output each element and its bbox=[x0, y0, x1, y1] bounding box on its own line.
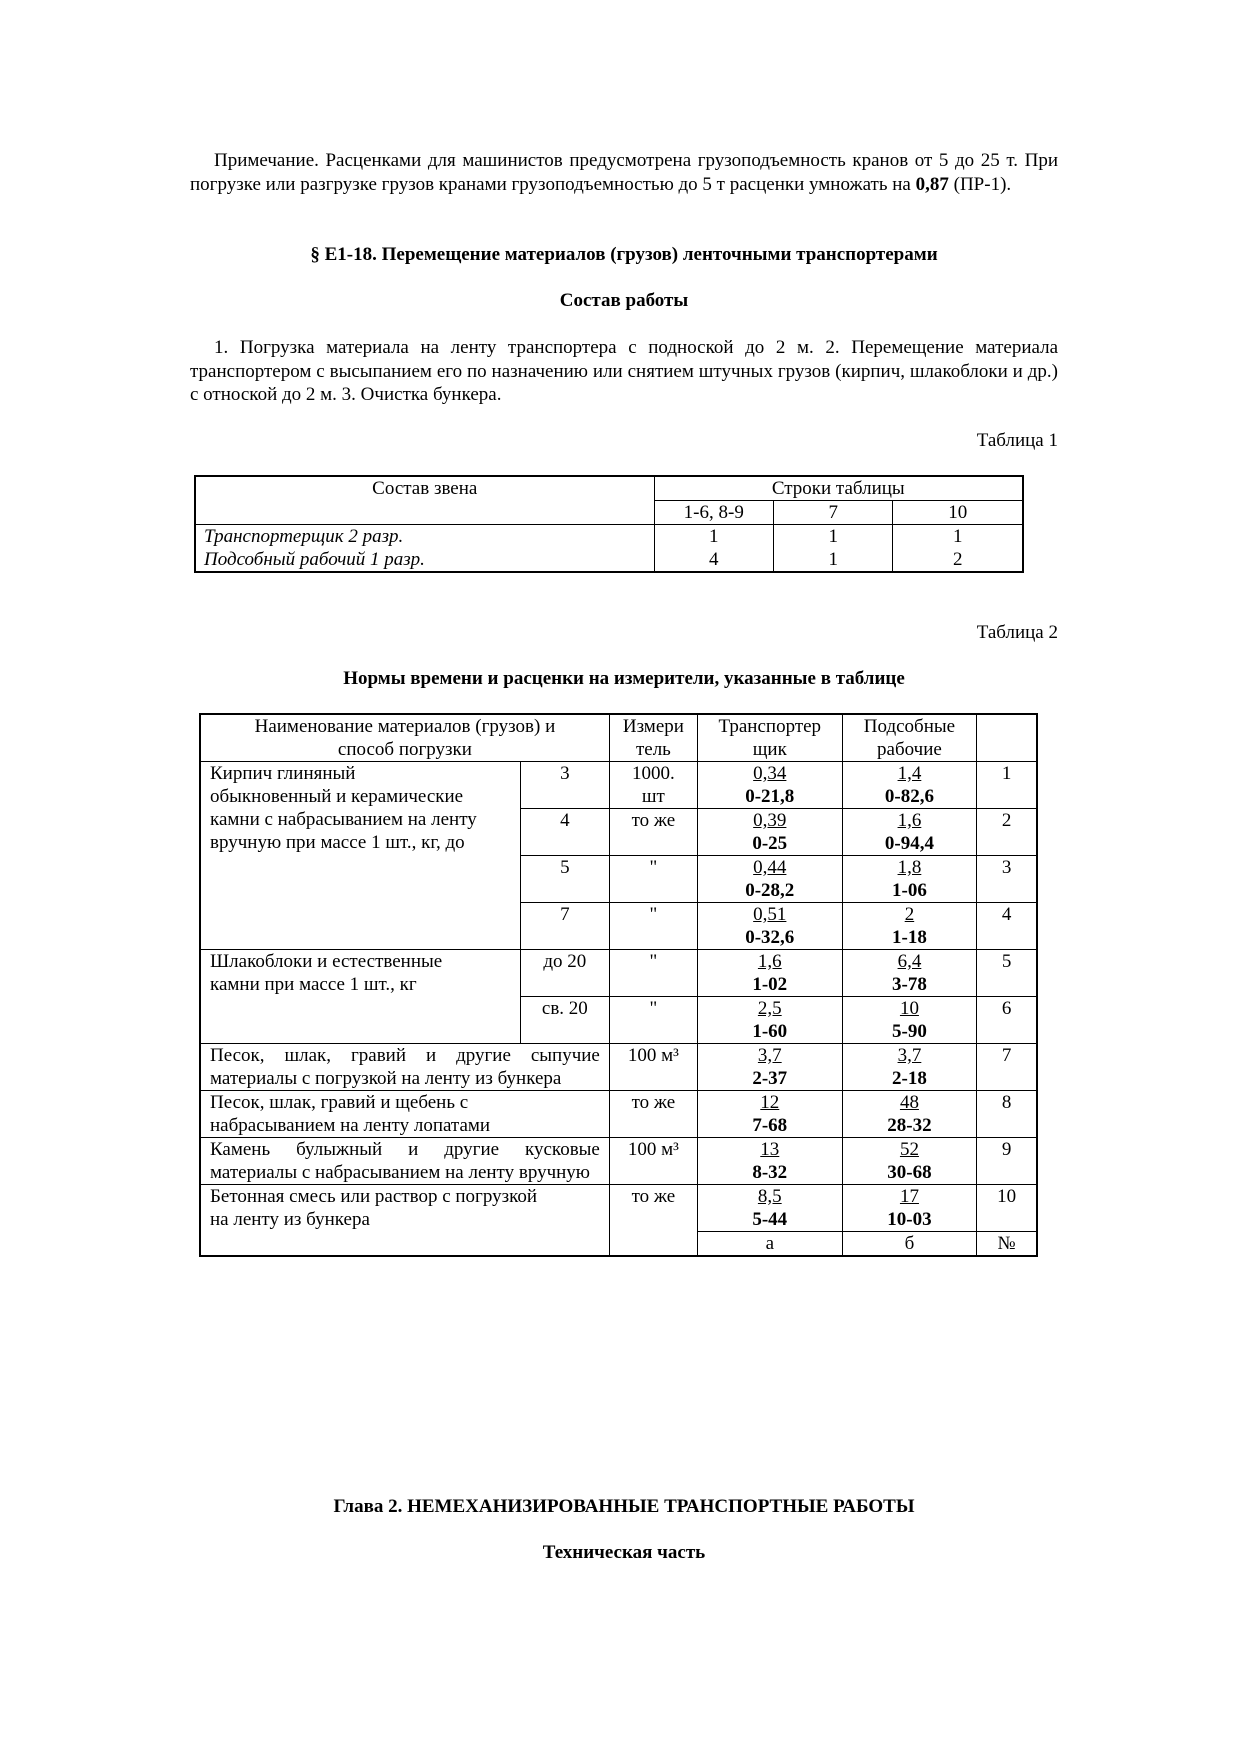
mass-cell: 7 bbox=[520, 903, 609, 950]
crew-table bbox=[194, 475, 1024, 573]
header-line: Наименование материалов (грузов) и bbox=[254, 716, 556, 737]
rate: 1-60 bbox=[752, 1021, 788, 1042]
rate: 1-06 bbox=[892, 880, 927, 901]
unit-cell: " bbox=[609, 903, 697, 950]
crew-value: 1 bbox=[828, 549, 838, 570]
sand2-material bbox=[200, 1091, 609, 1138]
crew-values bbox=[773, 525, 892, 573]
row-number: 5 bbox=[977, 950, 1037, 997]
unit-cell: то же bbox=[609, 809, 697, 856]
sand-material: Песок, шлак, гравий и другие сыпучие материалы с погрузкой на ленту из бункера bbox=[200, 1044, 609, 1091]
col-header: 7 bbox=[773, 501, 892, 525]
auxiliary-cell bbox=[842, 1044, 977, 1091]
crew-value: 1 bbox=[709, 526, 719, 547]
work-title: Состав работы bbox=[559, 290, 689, 311]
material-line: обыкновенный и керамические bbox=[210, 786, 464, 807]
mass-cell: 5 bbox=[520, 856, 609, 903]
transporter-cell bbox=[697, 903, 842, 950]
auxiliary-cell bbox=[842, 856, 977, 903]
row-number: 1 bbox=[977, 762, 1037, 809]
rate: 28-32 bbox=[887, 1115, 932, 1136]
material-line: вручную при массе 1 шт., кг, до bbox=[210, 832, 465, 853]
time-norm: 0,34 bbox=[753, 763, 787, 784]
rate: 0-25 bbox=[752, 833, 788, 854]
rows-header: Строки таблицы bbox=[654, 476, 1023, 501]
unit-header bbox=[609, 714, 697, 762]
time-norm: 48 bbox=[899, 1092, 919, 1113]
rate: 0-28,2 bbox=[745, 880, 795, 901]
row-number: 3 bbox=[977, 856, 1037, 903]
transporter-cell bbox=[697, 950, 842, 997]
time-norm: 1,8 bbox=[897, 857, 922, 878]
crew-value: 4 bbox=[709, 549, 719, 570]
footer-label: б bbox=[842, 1232, 977, 1257]
unit-line: шт bbox=[641, 786, 665, 807]
brick-group bbox=[200, 762, 520, 950]
unit-cell: 100 м³ bbox=[609, 1044, 697, 1091]
rate: 3-78 bbox=[892, 974, 927, 995]
rate: 10-03 bbox=[887, 1209, 932, 1230]
crew-values bbox=[893, 525, 1023, 573]
rate: 0-32,6 bbox=[745, 927, 795, 948]
transporter-cell bbox=[697, 1138, 842, 1185]
rate: 30-68 bbox=[887, 1162, 932, 1183]
mass-cell: 3 bbox=[520, 762, 609, 809]
header-line: рабочие bbox=[877, 739, 942, 760]
transporter-cell bbox=[697, 997, 842, 1044]
header-line: щик bbox=[752, 739, 787, 760]
stone-material: Камень булыжный и другие кусковые материалы с набрасыванием на ленту вручную bbox=[200, 1138, 609, 1185]
row-number: 4 bbox=[977, 903, 1037, 950]
time-norm: 10 bbox=[899, 998, 919, 1019]
mass-cell: до 20 bbox=[520, 950, 609, 997]
unit-cell: " bbox=[609, 997, 697, 1044]
time-norm: 1,4 bbox=[897, 763, 922, 784]
material-line: камни при массе 1 шт., кг bbox=[210, 974, 417, 995]
rate: 0-21,8 bbox=[745, 786, 795, 807]
time-norm: 12 bbox=[760, 1092, 780, 1113]
header-line: Подсобные bbox=[863, 716, 956, 737]
mass-cell: св. 20 bbox=[520, 997, 609, 1044]
chapter-title: Глава 2. НЕМЕХАНИЗИРОВАННЫЕ ТРАНСПОРТНЫЕ РАБОТЫ bbox=[333, 1496, 915, 1517]
auxiliary-cell bbox=[842, 950, 977, 997]
crew-name: Транспортерщик 2 разр. bbox=[204, 526, 404, 547]
rate: 5-44 bbox=[752, 1209, 788, 1230]
time-norm: 1,6 bbox=[757, 951, 782, 972]
header-line: Измери bbox=[622, 716, 684, 737]
slag-group bbox=[200, 950, 520, 1044]
note-text: Примечание. Расценками для машинистов предусмотрена грузоподъемность кранов от 5 до 25 т. При погрузке или разгрузке грузов кранами грузоподъемностью до 5 т расценки умножать на bbox=[190, 150, 1058, 195]
time-norm: 8,5 bbox=[757, 1186, 782, 1207]
row-number: 10 bbox=[977, 1185, 1037, 1232]
transporter-cell bbox=[697, 1091, 842, 1138]
footer-label: а bbox=[697, 1232, 842, 1257]
rate: 0-94,4 bbox=[884, 833, 934, 854]
auxiliary-cell bbox=[842, 1185, 977, 1232]
material-line: набрасыванием на ленту лопатами bbox=[210, 1115, 491, 1136]
col-header: 1-6, 8-9 bbox=[654, 501, 773, 525]
material-line: на ленту из бункера bbox=[210, 1209, 370, 1230]
rate: 2-18 bbox=[892, 1068, 927, 1089]
time-norm: 13 bbox=[760, 1139, 780, 1160]
crew-names bbox=[195, 525, 654, 573]
material-line: Бетонная смесь или раствор с погрузкой bbox=[210, 1186, 538, 1207]
rate: 0-82,6 bbox=[884, 786, 934, 807]
unit-cell bbox=[609, 762, 697, 809]
crew-header: Состав звена bbox=[195, 476, 654, 525]
mass-cell: 4 bbox=[520, 809, 609, 856]
unit-cell: " bbox=[609, 856, 697, 903]
row-number: 8 bbox=[977, 1091, 1037, 1138]
rate: 7-68 bbox=[752, 1115, 788, 1136]
unit-line: 1000. bbox=[632, 763, 675, 784]
transporter-cell bbox=[697, 1185, 842, 1232]
crew-values bbox=[654, 525, 773, 573]
concrete-material bbox=[200, 1185, 609, 1257]
note-tail: (ПР-1). bbox=[948, 173, 1012, 195]
auxiliary-header bbox=[842, 714, 977, 762]
unit-cell: " bbox=[609, 950, 697, 997]
material-line: камни с набрасыванием на ленту bbox=[210, 809, 477, 830]
crew-value: 1 bbox=[952, 526, 963, 547]
number-header bbox=[977, 714, 1037, 762]
col-header: 10 bbox=[893, 501, 1023, 525]
time-norm: 3,7 bbox=[757, 1045, 782, 1066]
row-number: 2 bbox=[977, 809, 1037, 856]
time-norm: 3,7 bbox=[897, 1045, 922, 1066]
time-norm: 2,5 bbox=[757, 998, 782, 1019]
material-header bbox=[200, 714, 609, 762]
unit-cell: то же bbox=[609, 1091, 697, 1138]
crew-value: 2 bbox=[952, 549, 963, 570]
time-norm: 1,6 bbox=[897, 810, 922, 831]
material-line: Кирпич глиняный bbox=[210, 763, 356, 784]
note-paragraph bbox=[190, 149, 1058, 196]
table1-label: Таблица 1 bbox=[976, 430, 1058, 451]
tech-part-title: Техническая часть bbox=[542, 1542, 706, 1563]
rate: 1-02 bbox=[752, 974, 788, 995]
header-line: способ погрузки bbox=[337, 739, 472, 760]
auxiliary-cell bbox=[842, 809, 977, 856]
unit-cell: то же bbox=[609, 1185, 697, 1257]
material-line: Песок, шлак, гравий и щебень с bbox=[210, 1092, 469, 1113]
row-number: 7 bbox=[977, 1044, 1037, 1091]
rate: 8-32 bbox=[752, 1162, 788, 1183]
transporter-header bbox=[697, 714, 842, 762]
table2-label: Таблица 2 bbox=[976, 622, 1058, 643]
table2-title: Нормы времени и расценки на измерители, указанные в таблице bbox=[343, 668, 905, 689]
section-title: § Е1-18. Перемещение материалов (грузов) ленточными транспортерами bbox=[310, 244, 938, 265]
time-norm: 6,4 bbox=[897, 951, 922, 972]
auxiliary-cell bbox=[842, 1091, 977, 1138]
crew-name: Подсобный рабочий 1 разр. bbox=[204, 549, 425, 570]
auxiliary-cell bbox=[842, 1138, 977, 1185]
row-number: 6 bbox=[977, 997, 1037, 1044]
time-norm: 0,44 bbox=[753, 857, 787, 878]
norms-table bbox=[199, 713, 1038, 1257]
footer-label: № bbox=[977, 1232, 1037, 1257]
time-norm: 0,51 bbox=[753, 904, 787, 925]
time-norm: 2 bbox=[904, 904, 915, 925]
auxiliary-cell bbox=[842, 762, 977, 809]
time-norm: 0,39 bbox=[753, 810, 787, 831]
transporter-cell bbox=[697, 809, 842, 856]
transporter-cell bbox=[697, 1044, 842, 1091]
transporter-cell bbox=[697, 856, 842, 903]
time-norm: 17 bbox=[899, 1186, 919, 1207]
transporter-cell bbox=[697, 762, 842, 809]
time-norm: 52 bbox=[899, 1139, 919, 1160]
rate: 2-37 bbox=[752, 1068, 788, 1089]
auxiliary-cell bbox=[842, 903, 977, 950]
material-line: Шлакоблоки и естественные bbox=[210, 951, 443, 972]
note-coefficient: 0,87 bbox=[915, 173, 949, 195]
unit-cell: 100 м³ bbox=[609, 1138, 697, 1185]
rate: 5-90 bbox=[892, 1021, 927, 1042]
crew-value: 1 bbox=[828, 526, 838, 547]
header-line: Транспортер bbox=[718, 716, 822, 737]
auxiliary-cell bbox=[842, 997, 977, 1044]
header-line: тель bbox=[635, 739, 671, 760]
rate: 1-18 bbox=[892, 927, 927, 948]
work-description: 1. Погрузка материала на ленту транспортера с подноской до 2 м. 2. Перемещение материала транспортером с высыпанием его по назначению или снятием штучных грузов (кирпич, шлакоблоки и др.) с отноской до 2 м. 3. Очистка бункера. bbox=[190, 337, 1058, 405]
row-number: 9 bbox=[977, 1138, 1037, 1185]
